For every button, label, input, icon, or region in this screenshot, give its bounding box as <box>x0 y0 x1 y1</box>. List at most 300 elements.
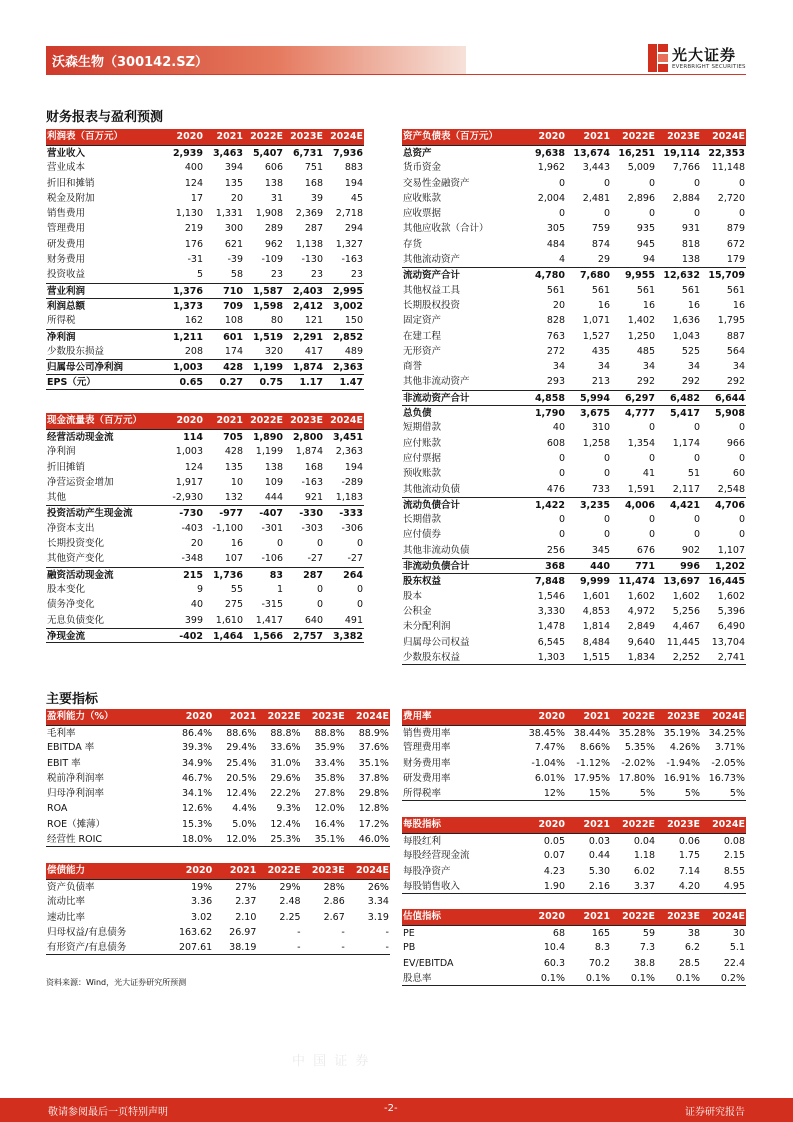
table-row <box>46 460 364 475</box>
table-cell: 28% <box>323 882 345 893</box>
table-cell: 4.4% <box>232 803 257 815</box>
row-label: 非流动负债合计 <box>403 561 470 573</box>
table-cell: 124 <box>184 461 203 473</box>
table-cell: 2,884 <box>672 192 700 204</box>
row-label: 财务费用 <box>47 254 86 266</box>
table-cell: 292 <box>636 376 655 388</box>
table-cell: 20 <box>230 192 243 204</box>
column-header: 2020 <box>185 865 213 876</box>
table-income <box>46 129 364 390</box>
row-label: EPS（元） <box>47 377 96 389</box>
row-label: 其他应收款（合计） <box>403 223 489 235</box>
table-cell: 1,795 <box>717 315 745 327</box>
table-cell: 39 <box>310 192 323 204</box>
row-label: 应收账款 <box>403 192 442 204</box>
table-cell: -333 <box>339 508 363 520</box>
table-cell: 19% <box>191 882 213 893</box>
table-row <box>46 817 390 832</box>
table-cell: 1,591 <box>627 483 655 495</box>
table-cell: 0 <box>693 514 700 526</box>
table-row <box>402 451 746 466</box>
table-cell: 88.8% <box>314 728 345 739</box>
column-header: 2022E <box>622 819 655 830</box>
table-cell: 1,402 <box>627 315 655 327</box>
table-cell: 1,422 <box>534 499 565 511</box>
table-cell: -2.02% <box>621 757 655 769</box>
row-label: 折旧摊销 <box>47 461 86 473</box>
column-header: 2022E <box>267 865 301 876</box>
table-cell: 34 <box>687 361 700 373</box>
table-cell: 16 <box>687 299 700 311</box>
table-cell: 1.17 <box>299 377 323 389</box>
table-cell: 213 <box>591 376 610 388</box>
table-cell: 30 <box>732 928 745 939</box>
table-row <box>46 206 364 221</box>
table-cell: 3,443 <box>582 162 610 174</box>
table-cell: 34.9% <box>182 757 213 769</box>
column-header: 2023E <box>667 819 700 830</box>
row-label: 预收账款 <box>403 468 442 480</box>
table-cell: 39.3% <box>182 742 213 754</box>
table-row <box>402 298 746 313</box>
row-label: 流动资产合计 <box>403 270 461 282</box>
column-header: 2020 <box>176 415 203 426</box>
table-cell: 26.97 <box>229 926 257 938</box>
row-label: EBITDA 率 <box>47 742 95 754</box>
table-cell: 256 <box>546 544 565 556</box>
table-cell: 207.61 <box>178 942 213 954</box>
table-cell: 1.90 <box>543 880 565 892</box>
table-cell: 13,697 <box>663 576 700 588</box>
table-row <box>402 374 746 389</box>
row-label: 每股红利 <box>403 836 442 847</box>
table-cell: 2,939 <box>172 148 203 159</box>
table-row <box>46 359 364 374</box>
table-row <box>46 267 364 282</box>
table-cell: 1,601 <box>582 590 610 602</box>
table-cell: 11,445 <box>666 636 700 648</box>
table-cell: 58 <box>230 269 243 281</box>
table-cell: 6.2 <box>684 942 700 954</box>
table-cell: 29.8% <box>358 788 389 800</box>
table-row <box>402 940 746 955</box>
column-header: 2022E <box>622 711 655 722</box>
table-cell: 0 <box>603 514 610 526</box>
table-row <box>46 894 390 909</box>
table-cell: 3.37 <box>633 880 655 892</box>
table-cell: 2.86 <box>323 896 345 908</box>
table-cell: 0 <box>316 583 323 595</box>
column-header: 2023E <box>290 415 323 426</box>
table-cell: 165 <box>591 928 610 939</box>
table-cell: 0.44 <box>588 850 610 862</box>
table-cell: -1.94% <box>666 757 700 769</box>
row-label: 其他流动负债 <box>403 483 461 495</box>
table-cell: 29 <box>597 254 610 266</box>
table-row <box>402 833 746 848</box>
table-row <box>46 521 364 536</box>
table-row <box>46 237 364 252</box>
table-cell: 0 <box>648 422 655 434</box>
table-cell: 0.2% <box>720 972 745 984</box>
table-row <box>402 512 746 527</box>
table-cell: 0.1% <box>540 972 565 984</box>
table-row <box>46 756 390 771</box>
row-label: 经营性 ROIC <box>47 834 103 846</box>
table-cell: 5% <box>729 788 745 800</box>
table-cell: 2,481 <box>582 192 610 204</box>
table-cell: -306 <box>341 522 363 534</box>
table-cell: 1,602 <box>717 590 745 602</box>
table-cell: 733 <box>591 483 610 495</box>
row-label: EV/EBITDA <box>403 957 454 969</box>
table-cell: 2.10 <box>235 911 257 923</box>
row-label: 投资活动产生现金流 <box>47 508 133 520</box>
table-cell: 0 <box>356 538 363 550</box>
table-cell: 935 <box>636 223 655 235</box>
table-cell: 883 <box>344 162 363 174</box>
table-cell: 179 <box>726 254 745 266</box>
table-cell: 564 <box>726 345 745 357</box>
table-cell: 16,445 <box>708 576 745 588</box>
table-cell: 23 <box>310 269 323 281</box>
table-cell: -330 <box>299 508 323 520</box>
column-header: 2023E <box>311 865 345 876</box>
company-title: 沃森生物（300142.SZ） <box>52 55 209 70</box>
row-label: 管理费用率 <box>403 742 451 754</box>
table-cell: 289 <box>264 223 283 235</box>
table-header <box>46 129 364 145</box>
table-cell: 1.18 <box>633 850 655 862</box>
row-label: 每股经营现金流 <box>403 850 470 862</box>
table-cell: 16 <box>230 538 243 550</box>
table-cell: 300 <box>224 223 243 235</box>
table-cell: 35.8% <box>314 772 345 784</box>
table-cell: 80 <box>270 315 283 327</box>
table-cell: 194 <box>344 177 363 189</box>
table-cell: 35.28% <box>618 728 655 739</box>
table-cell: 0.05 <box>543 836 565 847</box>
table-cell: 417 <box>304 345 323 357</box>
table-cell: 163.62 <box>178 926 213 938</box>
table-cell: 5,009 <box>627 162 655 174</box>
table-row <box>402 221 746 236</box>
row-label: 研发费用 <box>47 238 86 250</box>
table-row <box>402 604 746 619</box>
table-cell: 394 <box>224 162 243 174</box>
table-cell: 962 <box>264 238 283 250</box>
table-cell: 12.0% <box>226 834 257 846</box>
table-cell: 621 <box>224 238 243 250</box>
table-cell: 5.35% <box>624 742 655 754</box>
table-cell: 114 <box>183 432 203 443</box>
column-header: 2023E <box>311 711 345 722</box>
table-row <box>402 619 746 634</box>
table-cell: 931 <box>681 223 700 235</box>
table-cell: 174 <box>224 345 243 357</box>
table-cell: 2,718 <box>335 208 363 220</box>
table-cell: 9,955 <box>624 270 655 282</box>
table-cell: 70.2 <box>588 957 610 969</box>
table-cell: 11,474 <box>618 576 655 588</box>
table-row <box>402 176 746 191</box>
table-cell: 1,598 <box>252 300 283 312</box>
row-label: 存货 <box>403 238 423 250</box>
table-cell: 17.80% <box>618 772 655 784</box>
table-cell: 8.66% <box>579 742 610 754</box>
table-cell: -2.05% <box>711 757 745 769</box>
table-cell: 1,962 <box>537 162 565 174</box>
table-cell: 33.6% <box>270 742 301 754</box>
table-cell: 34 <box>732 361 745 373</box>
table-cell: -106 <box>261 553 283 565</box>
column-header: 2022E <box>622 131 655 142</box>
table-cell: 561 <box>591 284 610 296</box>
table-cell: 27.8% <box>314 788 345 800</box>
table-cell: 12.6% <box>182 803 213 815</box>
table-cell: 16 <box>597 299 610 311</box>
column-header: 2023E <box>667 911 700 922</box>
table-cell: 38.8 <box>633 957 655 969</box>
table-cell: 20.5% <box>226 772 257 784</box>
table-cell: 2.15 <box>723 850 745 862</box>
everbright-logo <box>648 42 748 76</box>
table-header <box>46 709 390 725</box>
table-row <box>402 420 746 435</box>
table-title: 估值指标 <box>403 911 442 922</box>
table-cell: -348 <box>181 553 203 565</box>
table-cell: - <box>341 926 345 938</box>
row-label: 所得税 <box>47 315 76 327</box>
table-cell: 35.1% <box>314 834 345 846</box>
row-label: 资产负债率 <box>47 882 95 893</box>
table-cell: 9 <box>196 583 203 595</box>
row-label: 应付债券 <box>403 529 442 541</box>
table-cell: 0 <box>693 422 700 434</box>
table-cell: 6.01% <box>534 772 565 784</box>
table-cell: -1.12% <box>576 757 610 769</box>
table-cell: -27 <box>347 553 363 565</box>
table-cell: 35.1% <box>358 757 389 769</box>
table-cell: 0.1% <box>630 972 655 984</box>
row-label: 销售费用 <box>47 208 86 220</box>
table-cell: 1,071 <box>582 315 610 327</box>
table-cell: 18.0% <box>182 834 213 846</box>
table-cell: 0.1% <box>675 972 700 984</box>
table-cell: 33.4% <box>314 757 345 769</box>
column-header: 2024E <box>356 865 389 876</box>
table-cell: 3.71% <box>714 742 745 754</box>
table-cell: 12.4% <box>270 818 301 830</box>
table-cell: 428 <box>223 362 243 374</box>
table-cell: 168 <box>304 461 323 473</box>
table-row <box>46 740 390 755</box>
table-row <box>46 505 364 520</box>
table-cell: 135 <box>224 177 243 189</box>
table-header <box>402 129 746 145</box>
row-label: 无息负债变化 <box>47 614 105 626</box>
table-cell: 5% <box>684 788 700 800</box>
row-label: 毛利率 <box>47 728 76 739</box>
table-cell: 16.73% <box>708 772 745 784</box>
row-label: 流动负债合计 <box>403 499 461 511</box>
row-label: PE <box>403 928 415 939</box>
table-cell: 45 <box>350 192 363 204</box>
table-cell: 0 <box>356 599 363 611</box>
table-cell: 25.3% <box>270 834 301 846</box>
column-header: 2023E <box>667 711 700 722</box>
table-row <box>46 613 364 628</box>
table-row <box>46 444 364 459</box>
column-header: 2024E <box>330 415 363 426</box>
table-row <box>402 527 746 542</box>
table-cell: 46.7% <box>182 772 213 784</box>
table-cell: 1,199 <box>255 446 283 458</box>
table-cell: 710 <box>223 285 243 297</box>
table-cell: 2,363 <box>332 362 363 374</box>
table-cell: 1,602 <box>627 590 655 602</box>
table-cell: 26% <box>367 882 389 893</box>
table-cell: 6,297 <box>624 392 655 404</box>
row-label: 归属母公司权益 <box>403 636 470 648</box>
table-cell: 2,363 <box>335 446 363 458</box>
watermark: 中 国 证 券 <box>292 1054 371 1069</box>
table-cell: 606 <box>264 162 283 174</box>
table-cell: 0 <box>648 452 655 464</box>
table-row <box>402 879 746 894</box>
table-cell: 162 <box>184 315 203 327</box>
table-cell: 10.4 <box>543 942 565 954</box>
table-cell: 1,043 <box>672 330 700 342</box>
row-label: 财务费用率 <box>403 757 451 769</box>
table-cell: 5% <box>639 788 655 800</box>
table-cell: 109 <box>264 476 283 488</box>
table-cell: 1,373 <box>172 300 203 312</box>
table-cell: 0 <box>693 529 700 541</box>
table-cell: 0 <box>648 177 655 189</box>
table-row <box>402 864 746 879</box>
table-cell: 1,250 <box>627 330 655 342</box>
row-label: 少数股东损益 <box>47 345 105 357</box>
table-cell: 294 <box>344 223 363 235</box>
row-label: PB <box>403 942 416 954</box>
row-label: 其他非流动负债 <box>403 544 470 556</box>
table-cell: 20 <box>190 538 203 550</box>
table-header <box>402 709 746 725</box>
header-divider <box>46 74 746 75</box>
table-cell: 3.36 <box>191 896 213 908</box>
table-cell: 15.3% <box>182 818 213 830</box>
row-label: 商誉 <box>403 361 423 373</box>
table-cell: 0 <box>558 514 565 526</box>
table-cell: 1,130 <box>175 208 203 220</box>
table-solvency <box>46 863 390 955</box>
table-row <box>46 786 390 801</box>
row-label: 其他 <box>47 492 67 504</box>
table-cell: 874 <box>591 238 610 250</box>
row-label: 流动比率 <box>47 896 86 908</box>
table-cell: 440 <box>590 561 610 573</box>
footer-disclaimer: 敬请参阅最后一页特别声明 <box>48 1107 168 1118</box>
table-title: 现金流量表（百万元） <box>47 415 143 426</box>
row-label: 股东权益 <box>403 576 442 588</box>
table-cell: -402 <box>179 630 203 642</box>
table-cell: 1,908 <box>255 208 283 220</box>
table-cell: 0.1% <box>585 972 610 984</box>
table-row <box>46 771 390 786</box>
table-cell: 2,369 <box>295 208 323 220</box>
table-cell: 23 <box>270 269 283 281</box>
table-valuation <box>402 909 746 986</box>
table-cell: 15,709 <box>708 270 745 282</box>
table-cell: 138 <box>264 461 283 473</box>
table-row <box>402 252 746 267</box>
table-cell: 2,004 <box>537 192 565 204</box>
table-cell: 966 <box>726 437 745 449</box>
section-title-key-metrics: 主要指标 <box>46 692 99 707</box>
table-cell: 6.02 <box>633 865 655 877</box>
table-cell: 491 <box>344 614 363 626</box>
table-cell: -1.04% <box>531 757 565 769</box>
table-cell: 400 <box>184 162 203 174</box>
row-label: 长期借款 <box>403 514 442 526</box>
table-cell: 7.3 <box>639 942 655 954</box>
column-header: 2024E <box>712 819 745 830</box>
table-cell: 4,467 <box>672 621 700 633</box>
section-title-financials: 财务报表与盈利预测 <box>46 110 164 125</box>
table-row <box>46 801 390 816</box>
row-label: 总资产 <box>403 148 432 159</box>
column-header: 2020 <box>538 911 565 922</box>
table-cell: 1,003 <box>175 446 203 458</box>
row-label: 税金及附加 <box>47 192 95 204</box>
table-cell: 1,602 <box>672 590 700 602</box>
table-cell: 1,464 <box>212 630 243 642</box>
table-cell: 12,632 <box>663 270 700 282</box>
table-cell: 9.3% <box>276 803 301 815</box>
table-cell: 34 <box>597 361 610 373</box>
row-label: 管理费用 <box>47 223 86 235</box>
row-label: 净资本支出 <box>47 522 95 534</box>
table-cell: 4.26% <box>669 742 700 754</box>
table-cell: 485 <box>636 345 655 357</box>
table-cell: 0 <box>738 177 745 189</box>
table-row <box>46 940 390 955</box>
table-row <box>46 551 364 566</box>
logo-text-cn: 光大证券 <box>672 46 737 64</box>
table-cell: 0.08 <box>723 836 745 847</box>
table-cell: 0 <box>558 452 565 464</box>
table-cell: 1,003 <box>172 362 203 374</box>
row-label: ROA <box>47 803 68 815</box>
table-cell: 640 <box>304 614 323 626</box>
table-cell: 34 <box>642 361 655 373</box>
table-cell: 345 <box>591 544 610 556</box>
table-cell: 2,757 <box>292 630 323 642</box>
table-cell: 2,849 <box>627 621 655 633</box>
table-cell: 293 <box>546 376 565 388</box>
row-label: ROE（摊薄） <box>47 818 106 830</box>
table-row <box>402 756 746 771</box>
table-cell: 38.44% <box>573 728 610 739</box>
table-cell: -31 <box>187 254 203 266</box>
row-label: 研发费用率 <box>403 772 451 784</box>
table-cell: 215 <box>183 569 203 581</box>
table-cell: 5.1 <box>729 942 745 954</box>
table-cell: 40 <box>552 422 565 434</box>
table-cell: 4,777 <box>624 408 655 420</box>
table-expense <box>402 709 746 801</box>
